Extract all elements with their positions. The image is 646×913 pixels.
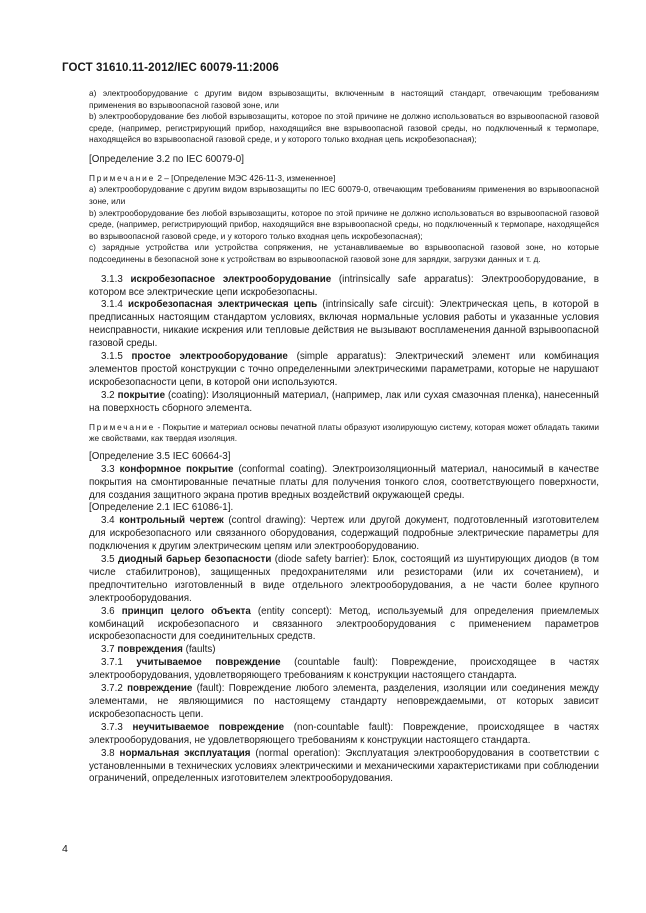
term-3-1-5 bbox=[89, 351, 599, 390]
term-name: повреждение bbox=[127, 683, 193, 695]
term-name: диодный барьер безопасности bbox=[118, 554, 272, 566]
note-label: Примечание bbox=[89, 421, 156, 432]
note-2-item-c: с) зарядные устройства или устройства сопряжения, не устанавливаемые во взрывоопасной газовой зоне, но которые подсоединены в безопасной зоне к устройствам во взрывоопасной газовой зоне для зарядки, загрузки данных и т. д. bbox=[89, 242, 599, 265]
term-definition: (simple apparatus): Электрический элемент или комбинация элементов простой конструкции с точно определенными электрическими параметрами, которые не нарушают искробезопасности цепи, в которой они используются. bbox=[89, 351, 599, 388]
term-name: нормальная эксплуатация bbox=[119, 747, 251, 759]
term-3-8 bbox=[89, 748, 599, 787]
term-number: 3.7.3 bbox=[101, 721, 133, 733]
note-coating bbox=[89, 422, 599, 445]
intro-item-a: а) электрооборудование с другим видом взрывозащиты, включенным в настоящий стандарт, отвечающим требованиям применения во взрывоопасной газовой зоне, или bbox=[89, 88, 599, 110]
term-3-7-3 bbox=[89, 722, 599, 748]
term-definition: (diode safety barrier): Блок, состоящий из шунтирующих диодов (в том числе стабилитронов), защищенных предохранителями или резисторами (или их сочетанием), и предпочтительно изготовленный в виде отдельного электрооборудования, а не части более крупного электрооборудования. bbox=[89, 554, 599, 604]
term-number: 3.7 bbox=[101, 644, 118, 656]
term-definition: (intrinsically safe circuit): Электрическая цепь, в которой в предписанных настоящим стандартом условиях, включая нормальные условия работы и указанные условия неисправности, никакие искрения или тепловые действия не вызывают воспламенения данной взрывоопасной газовой среды. bbox=[89, 299, 599, 350]
note-2-heading bbox=[89, 173, 599, 185]
note-2-head-text: 2 – [Определение МЭС 426-11-3, измененное] bbox=[155, 172, 336, 183]
term-name: повреждения bbox=[117, 644, 183, 656]
term-number: 3.4 bbox=[101, 515, 120, 527]
note-text: - Покрытие и материал основы печатной платы образуют изолирующую систему, которая может обладать такими же свойствами, как твердая изоляция. bbox=[89, 421, 599, 444]
note-2-item-a: а) электрооборудование с другим видом взрывозащиты по IEC 60079-0, отвечающим требованиям применения во взрывоопасной зоне, или bbox=[89, 184, 599, 207]
term-name: покрытие bbox=[117, 389, 166, 401]
term-3-7-2 bbox=[89, 683, 599, 722]
term-name: принцип целого объекта bbox=[121, 605, 251, 617]
term-definition: (non-countable fault): Повреждение, происходящее в частях электрооборудования, не удовлетворяющего требованиям к конструкции настоящего стандарта. bbox=[89, 721, 599, 746]
term-name: контрольный чертеж bbox=[119, 515, 224, 527]
term-name: искробезопасное электрооборудование bbox=[130, 273, 332, 285]
intro-item-b: b) электрооборудование без любой взрывозащиты, которое по этой причине не должно использоваться во взрывоопасной газовой среде, (например, регистрирующий прибор, находящийся вне взрывоопасной газовой среды, но подключенный к термопаре, находящейся во взрывоопасной газовой среде, и у которого только входная цепь искробезопасная); bbox=[89, 111, 599, 145]
page-number: 4 bbox=[62, 843, 68, 855]
term-number: 3.3 bbox=[101, 463, 120, 475]
term-name: учитываемое повреждение bbox=[136, 657, 281, 669]
term-number: 3.1.3 bbox=[101, 273, 131, 285]
term-number: 3.6 bbox=[101, 605, 122, 617]
term-number: 3.2 bbox=[101, 389, 118, 401]
definition-ref-3-2: [Определение 3.2 по IEC 60079-0] bbox=[89, 153, 244, 165]
document-header: ГОСТ 31610.11-2012/IEC 60079-11:2006 bbox=[62, 62, 279, 74]
term-number: 3.7.1 bbox=[101, 657, 137, 669]
term-3-5 bbox=[89, 554, 599, 606]
term-name: искробезопасная электрическая цепь bbox=[128, 299, 318, 311]
term-3-4 bbox=[89, 515, 599, 554]
term-definition: (faults) bbox=[182, 644, 216, 656]
term-number: 3.8 bbox=[101, 747, 120, 759]
term-definition: (entity concept): Метод, используемый для определения приемлемых комбинаций искробезопасного и связанного электрооборудования с применением параметров искробезопасности для соединительных средств. bbox=[89, 605, 600, 643]
term-number: 3.1.5 bbox=[101, 351, 132, 363]
term-definition: (countable fault): Повреждение, происходящее в частях электрооборудования, удовлетворяющего требованиям к конструкции настоящего стандарта. bbox=[89, 657, 599, 682]
note-2-item-b: b) электрооборудование без любой взрывозащиты, которое по этой причине не должно использоваться во взрывоопасной газовой среде, (например, регистрирующий прибор, находящийся вне взрывоопасной среды, но подключенный к термопаре, находящейся во взрывоопасной газовой среде, и у которого только входная цепь искробезопасная); bbox=[89, 207, 599, 241]
term-number: 3.7.2 bbox=[101, 683, 128, 695]
term-definition: (fault): Повреждение любого элемента, разделения, изоляции или соединения между элементами, не являющимися по настоящему стандарту неповреждаемыми, от которых зависит искробезопасность цепи. bbox=[89, 683, 599, 720]
term-number: 3.1.4 bbox=[101, 299, 129, 311]
term-3-2 bbox=[89, 390, 599, 416]
term-3-1-4 bbox=[89, 299, 599, 351]
term-number: 3.5 bbox=[101, 554, 119, 566]
definition-ref-2-1: [Определение 2.1 IEC 61086-1]. bbox=[89, 502, 234, 514]
term-name: неучитываемое повреждение bbox=[132, 721, 285, 733]
term-definition: (conformal coating). Электроизоляционный материал, наносимый в качестве покрытия на смонтированные печатные платы для получения тонкого слоя, соответствующего поверхности, для создания защитного экрана против вредных воздействий окружающей среды. bbox=[89, 463, 600, 501]
term-3-1-3 bbox=[89, 274, 599, 300]
definition-ref-3-5: [Определение 3.5 IEC 60664-3] bbox=[89, 450, 231, 462]
term-3-7 bbox=[89, 644, 599, 657]
term-3-3 bbox=[89, 464, 599, 503]
document-body bbox=[89, 88, 599, 786]
term-definition: (coating): Изоляционный материал, (например, лак или сухая смазочная пленка), нанесенный на поверхность сборного элемента. bbox=[89, 389, 599, 414]
term-name: конформное покрытие bbox=[119, 463, 234, 475]
term-name: простое электрооборудование bbox=[131, 351, 288, 363]
term-3-6 bbox=[89, 606, 599, 645]
term-definition: (control drawing): Чертеж или другой документ, подготовленный изготовителем для искробезопасного или связанного оборудования, содержащий подробные электрические параметры для подключения к другим электрическим цепям или электрооборудованию. bbox=[89, 515, 599, 553]
note-label: Примечание bbox=[89, 172, 156, 183]
term-definition: (intrinsically safe apparatus): Электрооборудование, в котором все электрические цепи искробезопасны. bbox=[89, 273, 600, 298]
term-definition: (normal operation): Эксплуатация электрооборудования в соответствии с установленными в технических условиях электрическими и механическими характеристиками при соблюдении ограничений, определенных изготовителем электрооборудования. bbox=[89, 747, 599, 785]
term-3-7-1 bbox=[89, 657, 599, 683]
